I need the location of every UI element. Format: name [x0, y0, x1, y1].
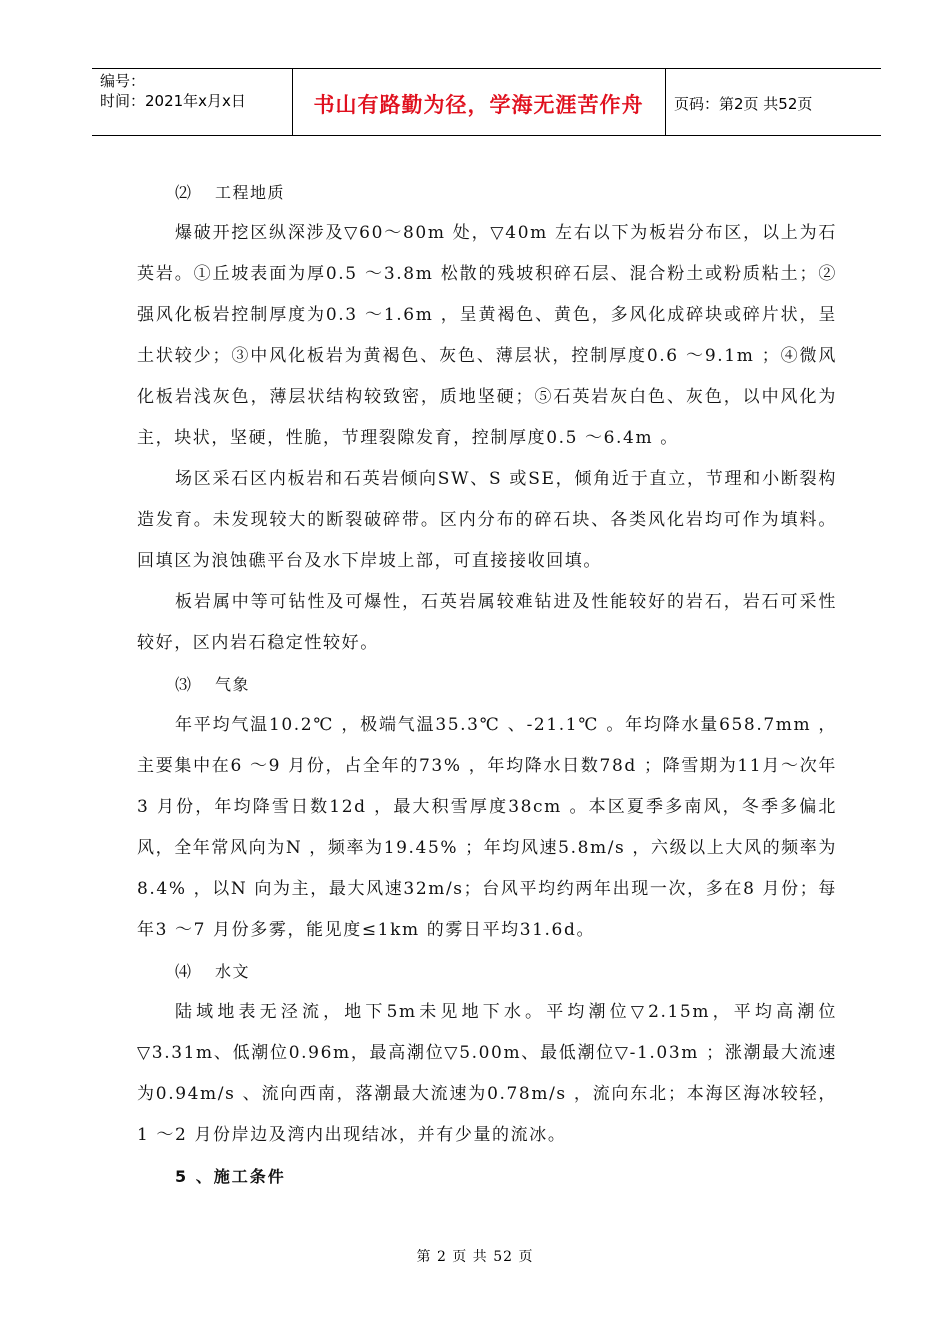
section-title: 水文: [215, 962, 251, 981]
paragraph: 板岩属中等可钻性及可爆性，石英岩属较难钻进及性能较好的岩石，岩石可采性较好，区内岩石稳定性较好。: [137, 592, 837, 653]
header-divider: [665, 69, 666, 135]
paragraph: 场区采石区内板岩和石英岩倾向SW、S 或SE，倾角近于直立，节理和小断裂构造发育。未发现较大的断裂破碎带。区内分布的碎石块、各类风化岩均可作为填料。回填区为浪蚀礁平台及水下岸坡上部，可直接接收回填。: [137, 469, 837, 571]
section-number: ⑵: [175, 183, 193, 202]
paragraph: 爆破开挖区纵深涉及▽60～80m 处，▽40m 左右以下为板岩分布区，以上为石英岩。①丘坡表面为厚0.5 ～3.8m 松散的残坡积碎石层、混合粉土或粉质粘土；②强风化板岩控制厚度为0.3 ～1.6m ，呈黄褐色、黄色，多风化成碎块或碎片状，呈土状较少；③中风化板岩为黄褐色、灰色、薄层状，控制厚度0.6 ～9.1m ；④微风化板岩浅灰色，薄层状结构较致密，质地坚硬；⑤石英岩灰白色、灰色，以中风化为主，块状，坚硬，性脆，节理裂隙发育，控制厚度0.5 ～6.4m 。: [137, 223, 837, 448]
section-number: ⑷: [175, 962, 193, 981]
section-title: 工程地质: [215, 183, 286, 202]
page-header: [92, 68, 881, 136]
section-heading-climate: [137, 664, 837, 705]
section-heading-geology: [137, 172, 837, 213]
section-heading-hydrology: [137, 951, 837, 992]
header-motto: 书山有路勤为径，学海无涯苦作舟: [313, 93, 644, 117]
header-meta: [100, 71, 246, 111]
section-number: ⑶: [175, 675, 193, 694]
document-number-label: 编号：: [100, 72, 146, 90]
section-heading-construction: 5 、施工条件: [175, 1167, 286, 1186]
paragraph: 年平均气温10.2℃ ，极端气温35.3℃ 、-21.1℃ 。年均降水量658.7mm ，主要集中在6 ～9 月份，占全年的73% ，年均降水日数78d ；降雪期为11月～次年3 月份，年均降雪日数12d ，最大积雪厚度38cm 。本区夏季多南风，冬季多偏北风，全年常风向为N ，频率为19.45% ；年均风速5.8m/s ，六级以上大风的频率为8.4% ，以N 向为主，最大风速32m/s；台风平均约两年出现一次，多在8 月份；每年3 ～7 月份多雾，能见度≤1km 的雾日平均31.6d。: [137, 715, 837, 940]
document-body: [137, 172, 837, 1197]
section-title: 气象: [215, 675, 251, 694]
paragraph: 陆域地表无泾流，地下5m未见地下水。平均潮位▽2.15m，平均高潮位▽3.31m、低潮位0.96m，最高潮位▽5.00m、最低潮位▽-1.03m ；涨潮最大流速为0.94m/s 、流向西南，落潮最大流速为0.78m/s ，流向东北；本海区海冰较轻，1 ～2 月份岸边及湾内出现结冰，并有少量的流冰。: [137, 1002, 837, 1145]
page-footer: 第 2 页 共 52 页: [416, 1249, 534, 1265]
document-time-label: 时间：2021年x月x日: [100, 92, 246, 110]
header-page-number: 页码：第2页 共52页: [674, 95, 813, 113]
